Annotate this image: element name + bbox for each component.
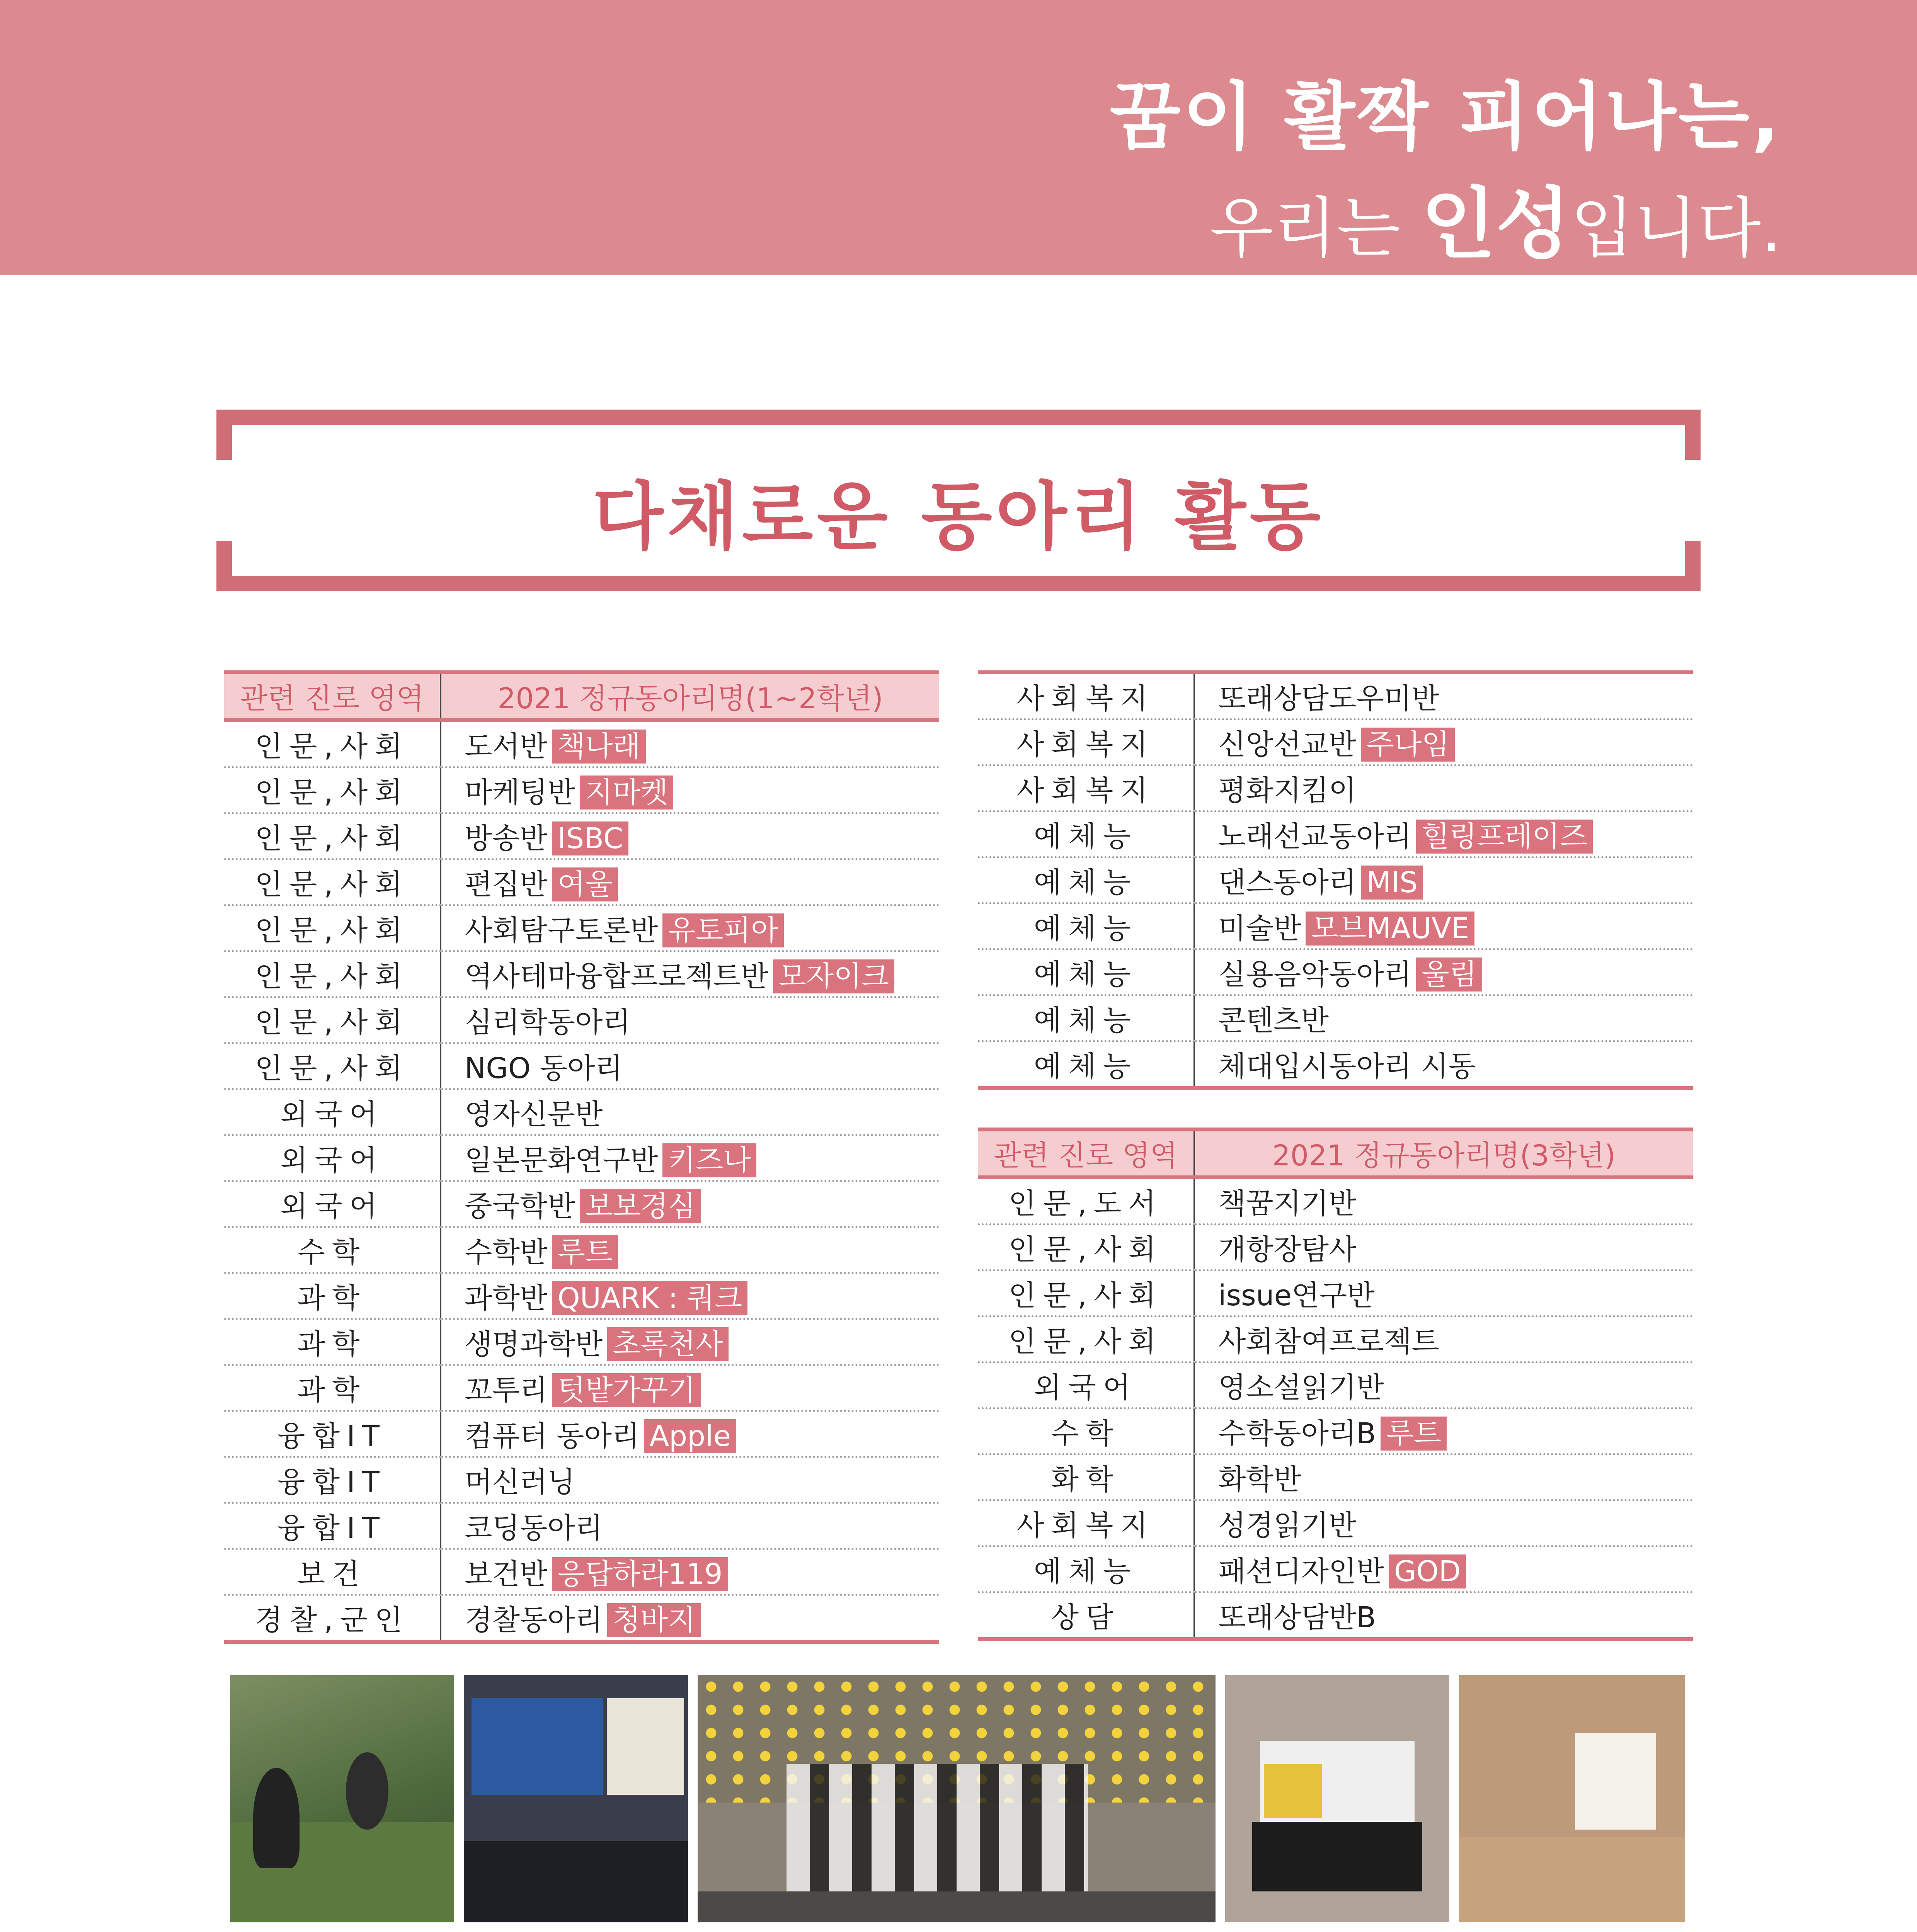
table-row (224, 1135, 939, 1181)
club-name-cell (441, 951, 939, 997)
club-name: 도서반 (465, 730, 548, 763)
table-row (224, 767, 939, 813)
club-name: 과학반 (465, 1282, 548, 1315)
table-row (224, 1227, 939, 1273)
career-category: 인문,사회 (224, 813, 441, 859)
club-name-cell (441, 1503, 939, 1549)
club-name: NGO 동아리 (465, 1052, 623, 1085)
club-name-cell (1194, 1041, 1693, 1088)
table-row (224, 1549, 939, 1595)
table-row (224, 1273, 939, 1319)
header-club-name: 2021 정규동아리명(1~2학년) (441, 672, 939, 720)
club-name: 역사테마융합프로젝트반 (465, 960, 769, 993)
club-name-cell (1194, 811, 1693, 857)
section-title: 다채로운 동아리 활동 (592, 474, 1325, 560)
club-name: 경찰동아리 (465, 1604, 603, 1637)
table-row (224, 1595, 939, 1642)
table-row (978, 1362, 1693, 1408)
club-name: 또래상담반B (1218, 1601, 1376, 1634)
club-name: 신앙선교반 (1218, 728, 1357, 761)
table-row (224, 997, 939, 1043)
table-row (224, 813, 939, 859)
career-category: 인문,사회 (224, 859, 441, 905)
career-category: 인문,도서 (978, 1177, 1194, 1225)
career-category: 사회복지 (978, 765, 1194, 811)
club-nickname-tag: ISBC (552, 821, 628, 855)
club-name-cell (441, 1227, 939, 1273)
club-name-cell (441, 1135, 939, 1181)
table-row (224, 1365, 939, 1411)
club-name-cell (441, 1411, 939, 1457)
club-nickname-tag: 책나래 (552, 730, 645, 764)
club-name: 수학동아리B (1218, 1417, 1376, 1450)
table-row (978, 672, 1693, 719)
career-category: 인문,사회 (224, 1043, 441, 1089)
table-row (978, 857, 1693, 903)
club-name: 일본문화연구반 (465, 1144, 658, 1177)
club-name-cell (1194, 1546, 1693, 1592)
club-nickname-tag: MIS (1361, 866, 1423, 900)
career-category: 인문,사회 (224, 767, 441, 813)
career-category: 수학 (978, 1408, 1194, 1454)
club-name-cell (441, 859, 939, 905)
table-row (978, 903, 1693, 949)
table-row (224, 1411, 939, 1457)
club-name: 개항장탐사 (1218, 1233, 1357, 1266)
table-row (978, 1546, 1693, 1592)
career-category: 융합IT (224, 1457, 441, 1503)
club-name: 미술반 (1218, 912, 1301, 945)
club-name: 방송반 (465, 822, 548, 855)
club-name: 화학반 (1218, 1463, 1301, 1496)
table-row (224, 1043, 939, 1089)
career-category: 인문,사회 (224, 905, 441, 951)
career-category: 사회복지 (978, 719, 1194, 765)
career-category: 외국어 (224, 1135, 441, 1181)
club-name: 사회탐구토론반 (465, 914, 658, 947)
career-category: 사회복지 (978, 672, 1194, 719)
club-name-cell (1194, 1225, 1693, 1270)
club-name-cell (1194, 672, 1693, 719)
career-category: 융합IT (224, 1503, 441, 1549)
table-row (978, 765, 1693, 811)
career-category: 화학 (978, 1454, 1194, 1500)
club-nickname-tag: 모자이크 (773, 959, 894, 993)
club-nickname-tag: 루트 (552, 1235, 618, 1269)
photo-yellow-wall (698, 1675, 1216, 1922)
career-category: 예체능 (978, 811, 1194, 857)
club-name-cell (441, 813, 939, 859)
section-title-frame (216, 410, 1701, 591)
table-row (224, 1503, 939, 1549)
career-category: 사회복지 (978, 1500, 1194, 1546)
table-row (224, 859, 939, 905)
career-category: 예체능 (978, 1041, 1194, 1088)
club-table-grade1-2-continued (978, 670, 1693, 1090)
club-name-cell (441, 1319, 939, 1365)
club-name: 노래선교동아리 (1218, 820, 1412, 853)
club-nickname-tag: 보보경심 (580, 1189, 701, 1223)
club-name-cell (1194, 1316, 1693, 1362)
table-row (978, 949, 1693, 995)
club-nickname-tag: 키즈나 (662, 1143, 756, 1177)
club-name-cell (1194, 1454, 1693, 1500)
career-category: 인문,사회 (224, 951, 441, 997)
club-name: 중국학반 (465, 1190, 575, 1223)
career-category: 과학 (224, 1319, 441, 1365)
table-row (224, 1089, 939, 1135)
career-category: 인문,사회 (978, 1270, 1194, 1316)
table-row (224, 905, 939, 951)
table-row (224, 1319, 939, 1365)
club-nickname-tag: 유토피아 (662, 913, 784, 947)
club-name-cell (441, 1181, 939, 1227)
club-nickname-tag: GOD (1389, 1554, 1466, 1588)
career-category: 예체능 (978, 903, 1194, 949)
career-category: 수학 (224, 1227, 441, 1273)
club-name: 편집반 (465, 868, 548, 901)
photo-discussion (1459, 1675, 1685, 1922)
table-row (978, 995, 1693, 1041)
club-nickname-tag: 모브MAUVE (1306, 912, 1474, 946)
club-nickname-tag: 힐링프레이즈 (1416, 820, 1593, 854)
club-name: 사회참여프로젝트 (1218, 1325, 1439, 1358)
club-table-grade3 (978, 1128, 1693, 1641)
career-category: 융합IT (224, 1411, 441, 1457)
club-name: 평화지킴이 (1218, 774, 1357, 807)
club-nickname-tag: 루트 (1381, 1417, 1447, 1451)
career-category: 외국어 (224, 1089, 441, 1135)
header-club-name: 2021 정규동아리명(3학년) (1194, 1129, 1693, 1177)
table-row (224, 1457, 939, 1503)
career-category: 예체능 (978, 857, 1194, 903)
table-row (978, 1408, 1693, 1454)
club-name: 성경읽기반 (1218, 1509, 1357, 1542)
career-category: 과학 (224, 1365, 441, 1411)
career-category: 예체능 (978, 949, 1194, 995)
club-name-cell (441, 1365, 939, 1411)
club-nickname-tag: 응답하라119 (552, 1557, 728, 1591)
club-name-cell (1194, 1592, 1693, 1639)
club-name: 댄스동아리 (1218, 866, 1357, 899)
club-name: 코딩동아리 (465, 1512, 603, 1545)
table-row (978, 1270, 1693, 1316)
career-category: 예체능 (978, 995, 1194, 1041)
club-nickname-tag: 텃밭가꾸기 (552, 1373, 701, 1407)
header-category: 관련 진로 영역 (224, 672, 441, 720)
career-category: 외국어 (978, 1362, 1194, 1408)
club-name: 컴퓨터 동아리 (465, 1420, 640, 1453)
career-category: 외국어 (224, 1181, 441, 1227)
club-nickname-tag: 초록천사 (607, 1327, 729, 1361)
headline: 꿈이 활짝 피어나는, (1110, 74, 1782, 160)
club-name: 심리학동아리 (465, 1006, 630, 1039)
table-row (978, 1316, 1693, 1362)
club-name: 패션디자인반 (1218, 1555, 1384, 1588)
career-category: 인문,사회 (978, 1225, 1194, 1270)
table-row (978, 1454, 1693, 1500)
club-name-cell (441, 997, 939, 1043)
club-name-cell (1194, 1408, 1693, 1454)
career-category: 인문,사회 (978, 1316, 1194, 1362)
club-name: 꼬투리 (465, 1374, 548, 1407)
club-name-cell (441, 1549, 939, 1595)
subheadline: 우리는 인성입니다. (1210, 179, 1782, 269)
club-name-cell (441, 1043, 939, 1089)
club-name: 실용음악동아리 (1218, 958, 1412, 991)
club-name-cell (441, 1457, 939, 1503)
career-category: 과학 (224, 1273, 441, 1319)
career-category: 예체능 (978, 1546, 1194, 1592)
club-nickname-tag: 울림 (1416, 957, 1482, 992)
club-name-cell (1194, 857, 1693, 903)
club-name-cell (1194, 1270, 1693, 1316)
club-name: 콘텐츠반 (1218, 1004, 1329, 1037)
table-row (224, 951, 939, 997)
club-name-cell (1194, 1362, 1693, 1408)
club-name-cell (1194, 719, 1693, 765)
club-nickname-tag: 청바지 (607, 1603, 701, 1637)
career-category: 보건 (224, 1549, 441, 1595)
club-name-cell (441, 1273, 939, 1319)
club-nickname-tag: 지마켓 (580, 776, 673, 810)
table-row (978, 811, 1693, 857)
club-name: 마케팅반 (465, 776, 575, 809)
club-name-cell (1194, 995, 1693, 1041)
career-category: 인문,사회 (224, 997, 441, 1043)
table-row (978, 1592, 1693, 1639)
photo-presentation (464, 1675, 688, 1922)
club-table-grade1-2 (224, 670, 939, 1644)
club-name-cell (1194, 765, 1693, 811)
club-name: 영자신문반 (465, 1098, 603, 1131)
table-row (224, 720, 939, 767)
club-name: 생명과학반 (465, 1328, 603, 1361)
club-name: 수학반 (465, 1236, 548, 1269)
career-category: 상담 (978, 1592, 1194, 1639)
table-row (978, 719, 1693, 765)
club-name: 영소설읽기반 (1218, 1371, 1384, 1404)
club-name-cell (1194, 1500, 1693, 1546)
photo-group-signs (1225, 1675, 1449, 1922)
club-nickname-tag: Apple (644, 1419, 736, 1453)
table-row (978, 1177, 1693, 1225)
club-nickname-tag: QUARK : 쿼크 (552, 1281, 747, 1315)
club-name-cell (441, 767, 939, 813)
club-name: 또래상담도우미반 (1218, 682, 1439, 715)
header-category: 관련 진로 영역 (978, 1129, 1194, 1177)
table-row (978, 1500, 1693, 1546)
club-name: issue연구반 (1218, 1279, 1375, 1312)
club-name-cell (1194, 949, 1693, 995)
table-row (978, 1041, 1693, 1088)
club-name: 체대입시동아리 시동 (1218, 1050, 1476, 1083)
club-name-cell (1194, 1177, 1693, 1225)
table-row (224, 1181, 939, 1227)
table-row (978, 1225, 1693, 1270)
club-name: 머신러닝 (465, 1466, 575, 1499)
club-name-cell (441, 720, 939, 767)
career-category: 인문,사회 (224, 720, 441, 767)
club-name: 책꿈지기반 (1218, 1187, 1357, 1220)
club-name-cell (1194, 903, 1693, 949)
club-nickname-tag: 여울 (552, 867, 618, 901)
club-name-cell (441, 1595, 939, 1642)
club-name-cell (441, 905, 939, 951)
photo-gardening (230, 1675, 454, 1922)
club-name-cell (441, 1089, 939, 1135)
club-name: 보건반 (465, 1558, 548, 1591)
header-banner (0, 0, 1917, 275)
career-category: 경찰,군인 (224, 1595, 441, 1642)
club-nickname-tag: 주나임 (1361, 728, 1454, 762)
